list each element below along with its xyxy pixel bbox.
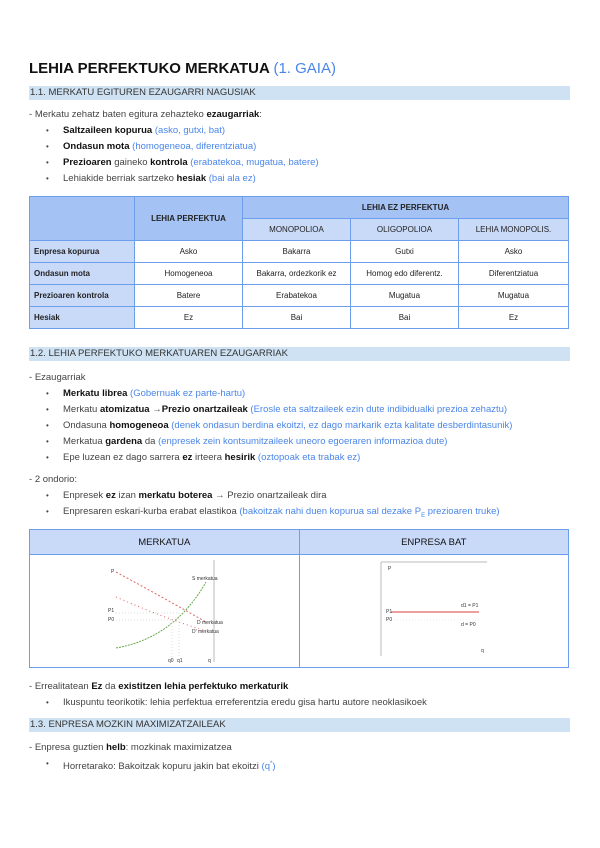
text: Ondasuna <box>63 420 110 431</box>
bullet-item <box>29 504 569 520</box>
bold-text: Prezioaren <box>63 157 112 168</box>
bullet-item <box>29 418 569 434</box>
note-text: (erabatekoa, mugatua, batere) <box>187 157 319 168</box>
table-cell: Batere <box>135 285 243 307</box>
text: Enpresaren eskari-kurba erabat elastikoa <box>63 506 240 517</box>
note-text: (denek ondasun berdina ekoitzi, ez dago markarik ezta kalitate desberdintasunik) <box>168 420 513 431</box>
bullet-item <box>29 434 569 450</box>
text: 2 ondorio: <box>34 474 78 485</box>
table-row <box>30 285 569 307</box>
bullet-item <box>29 756 569 772</box>
table-corner <box>30 197 135 241</box>
row-label: Enpresa kopurua <box>30 241 135 263</box>
title-text: LEHIA PERFEKTUKO MERKATUA <box>29 60 270 77</box>
text: Epe luzean ez dago sarrera <box>63 452 183 463</box>
col-monopoly: MONOPOLIOA <box>243 219 351 241</box>
text: Enpresa guztien <box>34 742 107 753</box>
firm-graph-cell <box>299 555 569 668</box>
bold-text: Merkatu librea <box>63 388 128 399</box>
row-label: Ondasun mota <box>30 263 135 285</box>
table-cell: Asko <box>135 241 243 263</box>
col-oligopoly: OLIGOPOLIOA <box>351 219 459 241</box>
p1-label: P1 <box>385 609 392 615</box>
text: da <box>102 681 119 692</box>
text-line: - Merkatu zehatz baten egitura zehazteko ezaugarriak: <box>29 109 262 120</box>
bold-text: gardena <box>105 436 143 447</box>
q0-label: q0 <box>168 657 174 663</box>
text: gaineko <box>111 157 151 168</box>
p0-label: P0 <box>108 616 115 623</box>
row-label: Prezioaren kontrola <box>30 285 135 307</box>
note-text: (bakoitzak nahi duen kopurua sal dezake P <box>239 506 422 517</box>
q1-label: q1 <box>177 657 183 663</box>
axis-q-label: q <box>480 648 484 654</box>
table-cell: Asko <box>459 241 569 263</box>
text: Enpresek <box>63 490 106 501</box>
col-imperfect: LEHIA EZ PERFEKTUA <box>243 197 569 219</box>
bold-text: hesirik <box>224 452 256 463</box>
note-text: (homogeneoa, diferentziatua) <box>129 141 257 152</box>
table-cell: Bai <box>243 307 351 329</box>
table-cell: Mugatua <box>459 285 569 307</box>
text: Ezaugarriak <box>34 372 86 383</box>
bold-text: homogeneoa <box>109 420 169 431</box>
table-cell: Bakarra, ordezkorik ez <box>243 263 351 285</box>
market-graph <box>104 558 224 663</box>
note-text: (q <box>261 761 270 773</box>
bullet-item <box>29 402 569 418</box>
text: Ikuspuntu teorikotik: lehia perfektua erreferentzia eredu gisa hartu autore neoklasikoek <box>63 697 427 708</box>
bullet-item <box>29 450 569 466</box>
bold-text: helb <box>106 742 126 753</box>
text: → Prezio onartzaileak dira <box>212 490 327 501</box>
p0-label: P0 <box>385 617 392 623</box>
bold-text: hesiak <box>176 173 207 184</box>
p1-label: P1 <box>108 607 115 614</box>
bullet-item <box>29 139 569 155</box>
bold-text: existitzen lehia perfektuko merkaturik <box>118 681 289 692</box>
bold-text: Saltzaileen kopurua <box>63 125 153 136</box>
table-cell: Mugatua <box>351 285 459 307</box>
note-text: prezioaren truke) <box>425 506 500 517</box>
section-1-1-lines <box>29 107 569 187</box>
table-cell: Bakarra <box>243 241 351 263</box>
section-1-2-lines <box>29 370 569 466</box>
supply-label: S merkatua <box>192 575 218 582</box>
note-text: ) <box>272 761 276 773</box>
table-cell: Homogeneoa <box>135 263 243 285</box>
demand-shift-label: D' merkatua <box>192 628 220 635</box>
table-row <box>30 307 569 329</box>
text: Errealitatean <box>34 681 92 692</box>
graphs-table <box>29 529 569 668</box>
table-cell: Ez <box>135 307 243 329</box>
axis-p-label: P <box>387 566 392 572</box>
demand-label: D merkatua <box>197 619 224 626</box>
axis-q-label: q <box>208 657 212 663</box>
text: Merkatu <box>63 404 100 415</box>
text: → <box>149 404 162 415</box>
table-cell: Ez <box>459 307 569 329</box>
page-title <box>29 60 569 77</box>
bullet-item <box>29 155 569 171</box>
bold-text: ezaugarriak <box>206 109 260 120</box>
section-reality-lines <box>29 679 569 711</box>
note-text: (bai ala ez) <box>206 173 256 184</box>
bold-text: merkatu boterea <box>138 490 213 501</box>
table-cell: Diferentziatua <box>459 263 569 285</box>
title-chapter: (1. GAIA) <box>273 60 336 77</box>
table-cell: Erabatekoa <box>243 285 351 307</box>
text: Horretarako: Bakoitzak kopuru jakin bat ekoitzi <box>63 761 262 773</box>
note-text: * <box>270 761 273 767</box>
section-header-1-1: 1.1. MERKATU EGITUREN EZAUGARRI NAGUSIAK <box>29 86 570 100</box>
bold-text: ez <box>105 490 116 501</box>
bullet-item <box>29 488 569 504</box>
bullet-item <box>29 386 569 402</box>
text-line: - Enpresa guztien helb: mozkinak maximizatzea <box>29 742 232 753</box>
text-line: - Errealitatean Ez da existitzen lehia perfektuko merkaturik <box>29 681 289 692</box>
bold-text: Ondasun mota <box>63 141 130 152</box>
bullet-item <box>29 171 569 187</box>
text: : mozkinak maximizatzea <box>125 742 232 753</box>
firm-header: ENPRESA BAT <box>299 530 569 555</box>
axis-p-label: P <box>111 568 115 575</box>
col-monopolistic: LEHIA MONOPOLIS. <box>459 219 569 241</box>
text: : <box>259 109 262 120</box>
market-structures-table <box>29 196 569 329</box>
section-1-2-consequences <box>29 472 569 520</box>
text-line: - 2 ondorio: <box>29 474 78 485</box>
row-label: Hesiak <box>30 307 135 329</box>
bold-text: ez <box>182 452 193 463</box>
d0-label: d = P0 <box>460 622 476 628</box>
table-row <box>30 263 569 285</box>
note-text: (oztopoak eta trabak ez) <box>255 452 361 463</box>
note-text: (Erosle eta saltzaileek ezin dute indibidualki prezioa zehaztu) <box>247 404 508 415</box>
bullet-item <box>29 123 569 139</box>
section-header-1-2: 1.2. LEHIA PERFEKTUKO MERKATUAREN EZAUGARRIAK <box>29 347 570 361</box>
bold-text: Prezio onartzaileak <box>161 404 248 415</box>
bold-text: kontrola <box>150 157 188 168</box>
text: Merkatua <box>63 436 106 447</box>
section-header-1-3: 1.3. ENPRESA MOZKIN MAXIMIZATZAILEAK <box>29 718 570 732</box>
table-cell: Gutxi <box>351 241 459 263</box>
note-text: E <box>421 512 426 519</box>
market-header: MERKATUA <box>30 530 300 555</box>
market-graph-cell <box>30 555 300 668</box>
note-text: (Gobernuak ez parte-hartu) <box>127 388 246 399</box>
section-1-3-lines <box>29 740 569 772</box>
text: Lehiakide berriak sartzeko <box>63 173 177 184</box>
col-perfect: LEHIA PERFEKTUA <box>135 197 243 241</box>
text: Merkatu zehatz baten egitura zehazteko <box>34 109 207 120</box>
d1-label: d1 = P1 <box>460 603 479 609</box>
text-line: - Ezaugarriak <box>29 372 86 383</box>
text: irteera <box>192 452 225 463</box>
table-row <box>30 241 569 263</box>
table-cell: Bai <box>351 307 459 329</box>
table-cell: Homog edo diferentz. <box>351 263 459 285</box>
bold-text: Ez <box>91 681 103 692</box>
note-text: (asko, gutxi, bat) <box>152 125 226 136</box>
note-text: (enpresek zein kontsumitzaileek uneoro egoeraren informazioa dute) <box>158 436 448 447</box>
bullet-item <box>29 695 569 711</box>
bold-text: atomizatua <box>99 404 150 415</box>
text: da <box>142 436 159 447</box>
firm-graph <box>379 560 489 660</box>
text: izan <box>115 490 139 501</box>
